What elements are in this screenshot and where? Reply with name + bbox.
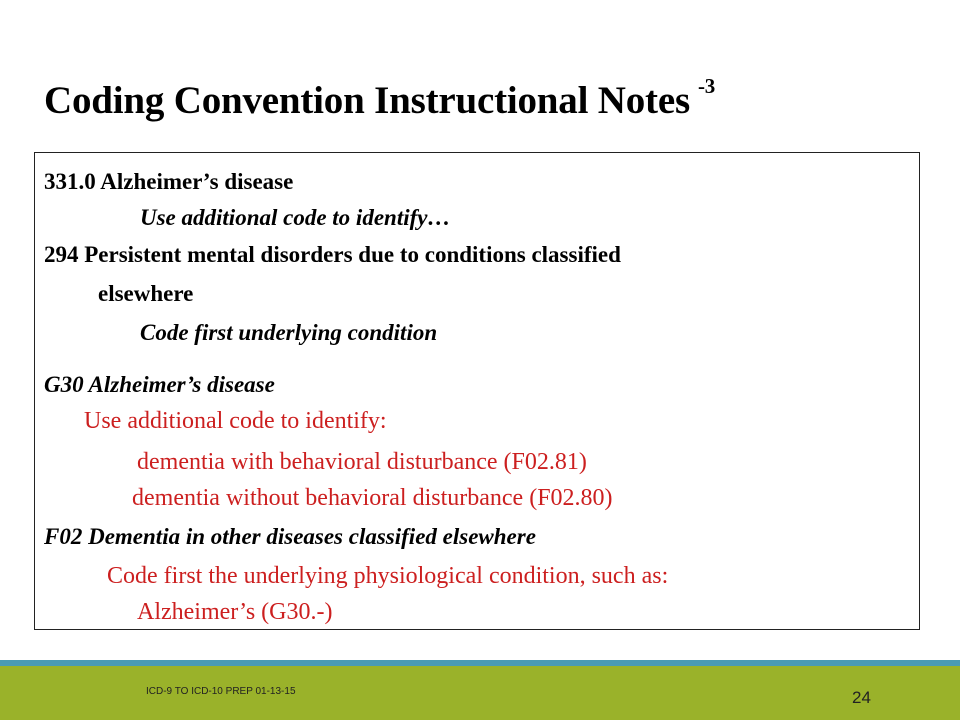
icd9-294-line: 294 Persistent mental disorders due to conditions classified (44, 242, 621, 267)
slide-title-text: Coding Convention Instructional Notes (44, 79, 690, 122)
icd9-use-additional-note: Use additional code to identify… (140, 205, 451, 230)
icd10-f02-81-line: dementia with behavioral disturbance (F02.81) (137, 449, 587, 475)
icd10-use-additional-note: Use additional code to identify: (84, 408, 387, 434)
icd9-294-continuation: elsewhere (98, 281, 194, 306)
page-number: 24 (852, 688, 871, 707)
icd9-code-line: 331.0 Alzheimer’s disease (44, 169, 294, 194)
content-box (34, 152, 920, 630)
icd9-code-first-note: Code first underlying condition (140, 320, 438, 345)
footer-text: ICD-9 TO ICD-10 PREP 01-13-15 (146, 686, 296, 697)
icd10-g30-line: G30 Alzheimer’s disease (44, 372, 275, 397)
icd10-alzheimers-line: Alzheimer’s (G30.-) (137, 599, 333, 625)
icd10-f02-80-line: dementia without behavioral disturbance (F02.80) (132, 485, 613, 511)
slide-title (44, 74, 716, 123)
footer-bar (0, 666, 960, 720)
icd10-code-first-note: Code first the underlying physiological condition, such as: (107, 563, 669, 589)
slide-title-superscript: -3 (697, 74, 716, 98)
icd10-f02-line: F02 Dementia in other diseases classified elsewhere (44, 524, 536, 549)
